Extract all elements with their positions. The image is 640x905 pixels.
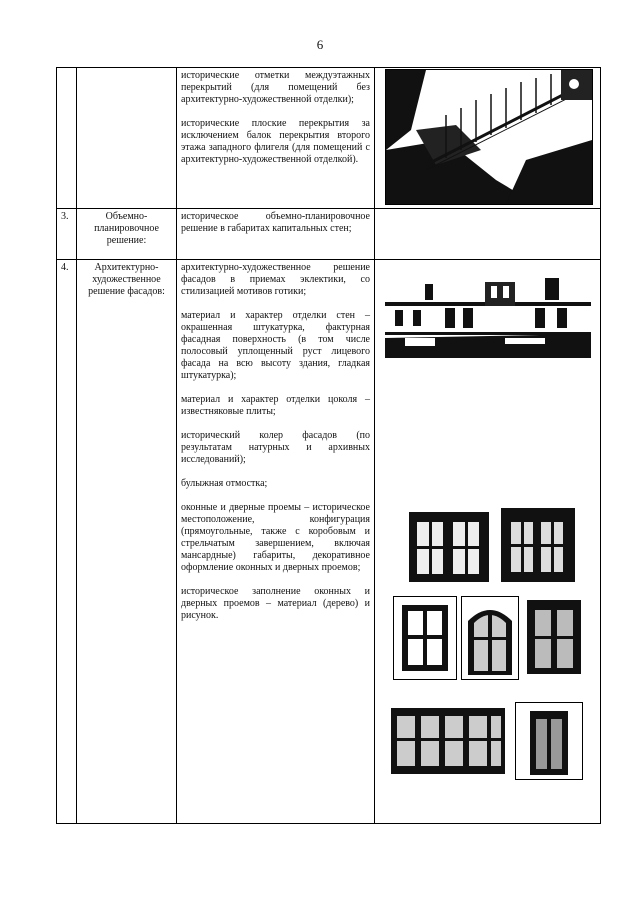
photo-window-arched xyxy=(461,596,519,680)
list-item: материал и характер отделки цоколя – известняковые плиты; xyxy=(181,394,370,417)
table-row xyxy=(57,260,601,824)
photo-cell xyxy=(375,68,601,209)
table-row xyxy=(57,209,601,260)
photo-door xyxy=(523,596,585,678)
list-item: историческое объемно-планировочное решение в габаритах капитальных стен; xyxy=(181,211,370,234)
photo-cell xyxy=(375,260,601,824)
photo-staircase xyxy=(385,69,593,205)
photo-window-3 xyxy=(393,596,457,680)
list-item: исторические отметки междуэтажных перекрытий (для помещений без архитектурно-художественной отделки); xyxy=(181,70,370,105)
photo-window-2 xyxy=(499,506,577,586)
photo-window-1 xyxy=(405,506,493,586)
protection-subject-table xyxy=(56,67,601,824)
row-number: 4. xyxy=(57,260,77,824)
list-item: оконные и дверные проемы – историческое местоположение, конфигурация (прямоугольные, также с коробовым и стрельчатым завершением, включая мансардные) габариты, декоративное оформление оконных и дверных проемов; xyxy=(181,502,370,573)
photo-door-2 xyxy=(515,702,583,780)
row-description xyxy=(177,209,375,260)
list-item: архитектурно-художественное решение фасадов в приемах эклектики, со стилизацией мотивов готики; xyxy=(181,262,370,297)
row-number: 3. xyxy=(57,209,77,260)
photo-window-wide xyxy=(387,702,509,778)
row-number xyxy=(57,68,77,209)
list-item: исторический колер фасадов (по результатам натурных и архивных исследований); xyxy=(181,430,370,465)
list-item: материал и характер отделки стен – окрашенная штукатурка, фактурная фасадная поверхность (в том числе полосовый уплощенный руст лицевого фасада на всю высоту здания, гладкая штукатурка); xyxy=(181,310,370,381)
photo-cell xyxy=(375,209,601,260)
row-name: Объемно-планировочное решение: xyxy=(77,209,177,260)
list-item: историческое заполнение оконных и дверных проемов – материал (дерево) и рисунок. xyxy=(181,586,370,621)
row-name: Архитектурно-художественное решение фасадов: xyxy=(77,260,177,824)
row-description xyxy=(177,68,375,209)
list-item: булыжная отмостка; xyxy=(181,478,268,489)
list-item: исторические плоские перекрытия за исключением балок перекрытия второго этажа западного флигеля (для помещений с архитектурно-художественной отделкой). xyxy=(181,118,370,165)
table-row xyxy=(57,68,601,209)
page-number: 6 xyxy=(316,37,324,52)
photo-facade xyxy=(385,272,591,358)
row-name xyxy=(77,68,177,209)
row-description xyxy=(177,260,375,824)
